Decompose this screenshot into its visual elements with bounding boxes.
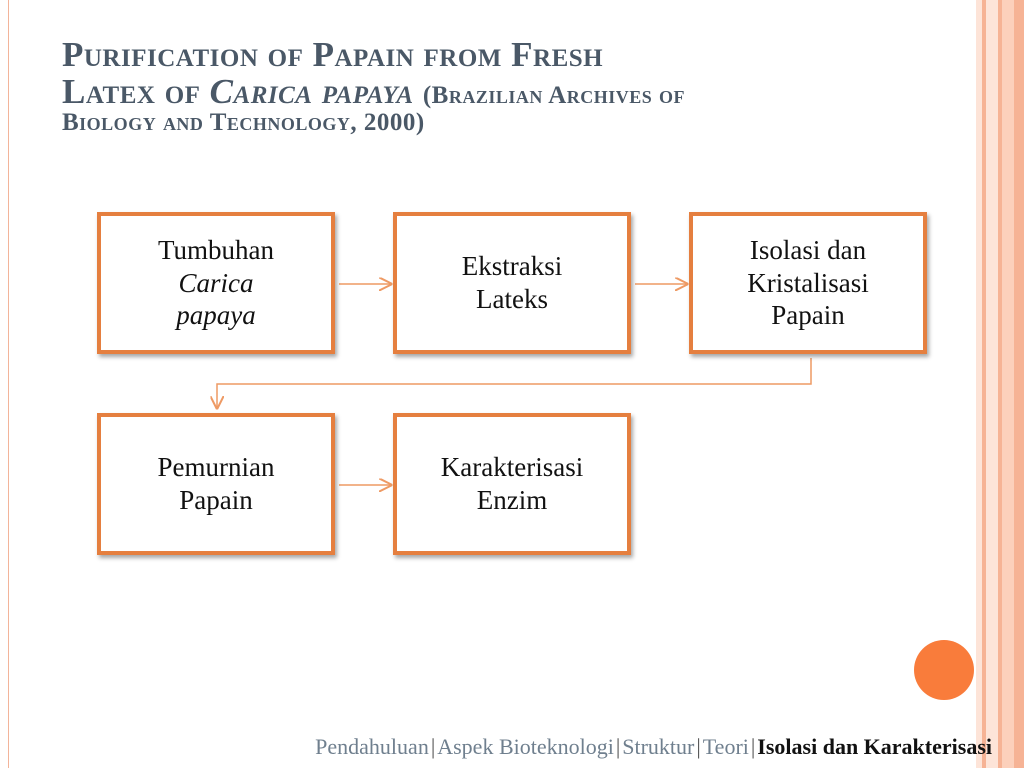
title-line-1: Purification of Papain from Fresh [62, 35, 604, 74]
arrow-step3-to-step4 [217, 358, 811, 408]
step-label: Lateks [476, 284, 548, 314]
footer-link-pendahuluan[interactable]: Pendahuluan [315, 734, 429, 759]
title-line-3: Biology and Technology, 2000) [62, 109, 425, 137]
step-box-pemurnian [97, 413, 335, 555]
step-label: Carica [178, 267, 254, 298]
footer-navigation [315, 734, 992, 760]
step-box-isolasi [689, 212, 927, 354]
step-label: Papain [771, 300, 845, 331]
footer-separator: | [750, 734, 756, 759]
step-label: Tumbuhan [157, 234, 275, 265]
footer-separator: | [430, 734, 436, 759]
step-label: Kristalisasi [747, 267, 869, 298]
step-label: Pemurnian [157, 452, 275, 483]
step-box-ekstraksi [393, 212, 631, 354]
footer-link-teori[interactable]: Teori [702, 734, 749, 759]
accent-dot [914, 640, 974, 700]
step-box-karakterisasi [393, 413, 631, 555]
footer-separator: | [615, 734, 621, 759]
footer-separator: | [696, 734, 701, 759]
step-label: Enzim [476, 485, 548, 515]
step-label: Isolasi dan [749, 234, 867, 265]
title-reference: (Brazilian Archives of [422, 82, 686, 110]
footer-link-isolasi-dan-karakterisasi[interactable]: Isolasi dan Karakterisasi [757, 734, 992, 759]
step-label: Karakterisasi [440, 452, 584, 483]
title-prefix: Latex of [62, 72, 210, 112]
title-species: Carica papaya [209, 72, 414, 112]
footer-link-struktur[interactable]: Struktur [622, 734, 695, 759]
step-box-tumbuhan [97, 212, 335, 354]
step-label: Papain [179, 485, 253, 515]
step-label: papaya [176, 300, 256, 331]
footer-link-aspek-bioteknologi[interactable]: Aspek Bioteknologi [437, 734, 614, 759]
step-label: Ekstraksi [461, 251, 563, 282]
